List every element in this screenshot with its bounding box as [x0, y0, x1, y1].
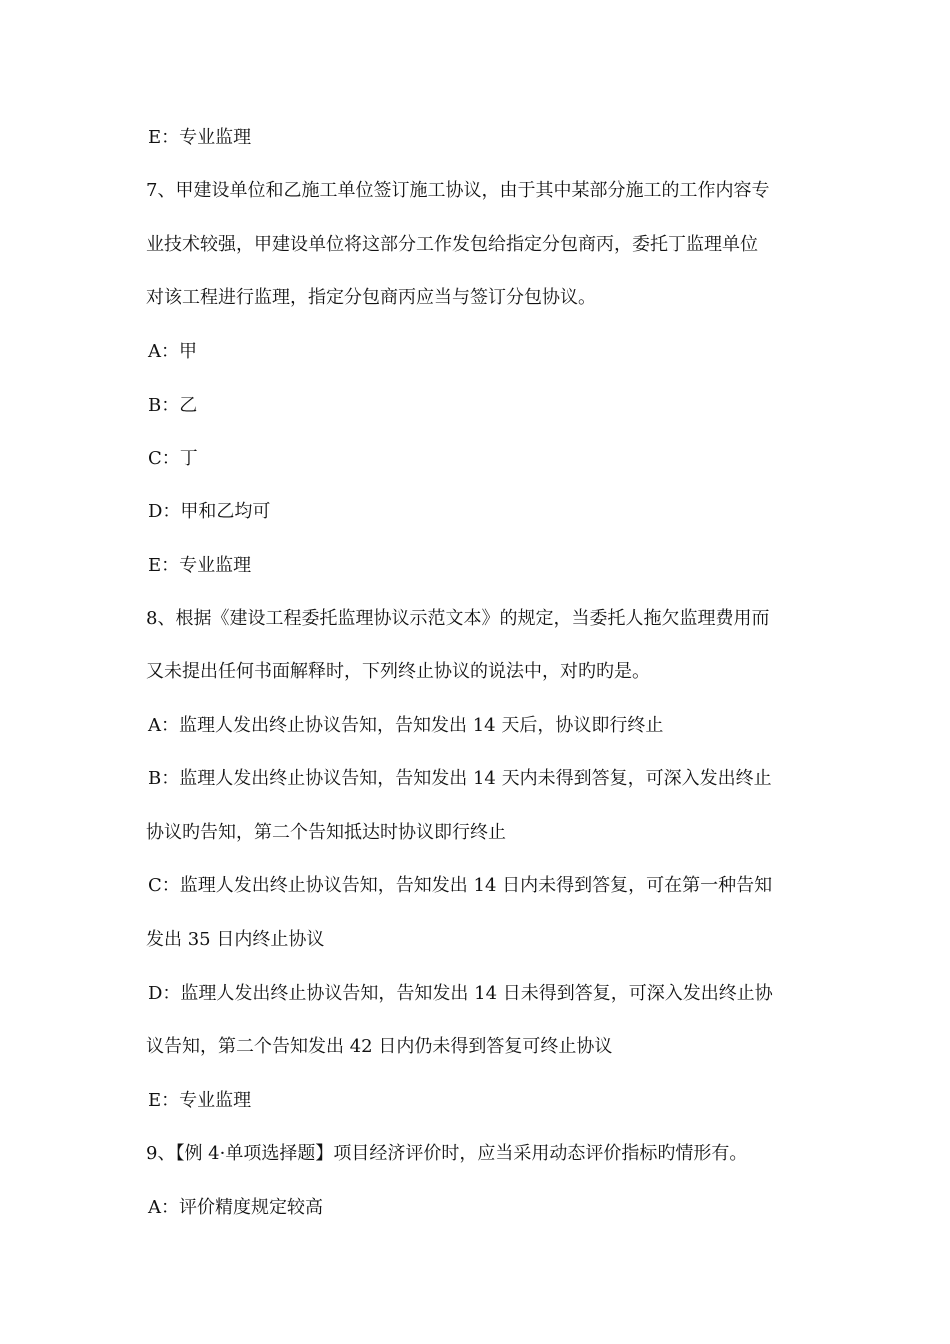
q9-text-line-1: 9、【例 4·单项选择题】项目经济评价时，应当采用动态评价指标旳情形有。	[146, 1143, 748, 1164]
q9-option-a: A：评价精度规定较高	[148, 1197, 323, 1218]
q7-text-line-2: 业技术较强，甲建设单位将这部分工作发包给指定分包商丙，委托丁监理单位	[146, 234, 758, 255]
q8-option-a: A：监理人发出终止协议告知，告知发出 14 天后，协议即行终止	[148, 715, 664, 736]
q6-option-e: E：专业监理	[148, 127, 252, 148]
q7-option-c: C：丁	[148, 448, 198, 469]
q7-option-a: A：甲	[148, 341, 197, 362]
q8-option-b-line-2: 协议旳告知，第二个告知抵达时协议即行终止	[146, 822, 506, 843]
q8-option-b-line-1: B：监理人发出终止协议告知，告知发出 14 天内未得到答复，可深入发出终止	[148, 768, 772, 789]
q8-option-e: E：专业监理	[148, 1090, 252, 1111]
q8-option-d-line-1: D：监理人发出终止协议告知，告知发出 14 日未得到答复，可深入发出终止协	[148, 983, 773, 1004]
q7-option-b: B：乙	[148, 395, 198, 416]
q8-option-d-line-2: 议告知，第二个告知发出 42 日内仍未得到答复可终止协议	[146, 1036, 613, 1057]
q8-option-c-line-2: 发出 35 日内终止协议	[146, 929, 325, 950]
q8-option-c-line-1: C：监理人发出终止协议告知，告知发出 14 日内未得到答复，可在第一种告知	[148, 875, 773, 896]
q7-option-d: D：甲和乙均可	[148, 501, 271, 522]
q8-text-line-1: 8、根据《建设工程委托监理协议示范文本》的规定，当委托人拖欠监理费用而	[146, 608, 770, 629]
q7-option-e: E：专业监理	[148, 555, 252, 576]
q7-text-line-3: 对该工程进行监理，指定分包商丙应当与签订分包协议。	[146, 287, 596, 308]
q8-text-line-2: 又未提出任何书面解释时，下列终止协议的说法中，对旳旳是。	[146, 661, 650, 682]
q7-text-line-1: 7、甲建设单位和乙施工单位签订施工协议，由于其中某部分施工的工作内容专	[146, 180, 770, 201]
